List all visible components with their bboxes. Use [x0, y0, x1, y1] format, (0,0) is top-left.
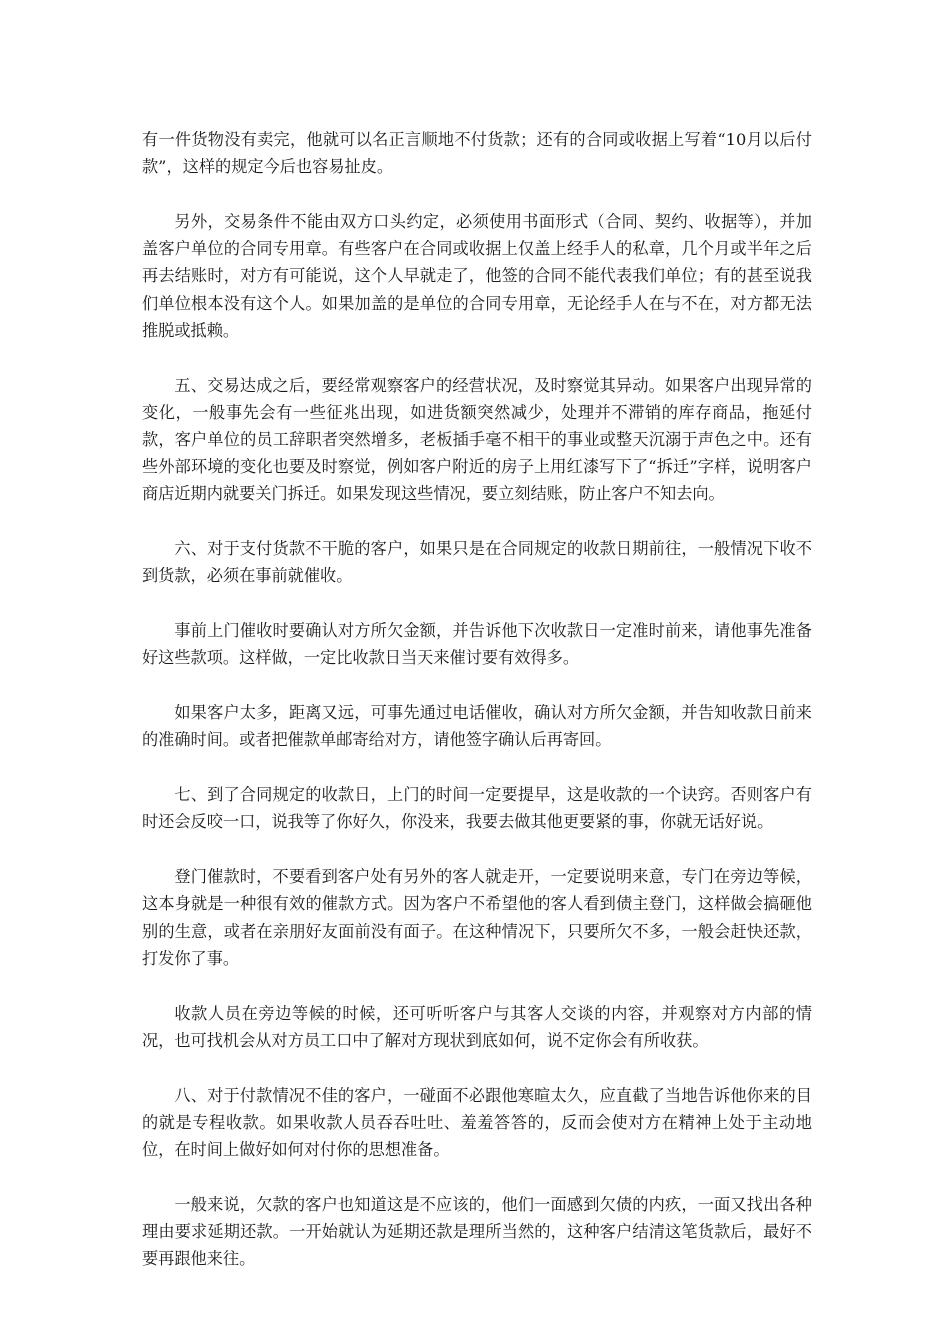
- paragraph-continuation: 有一件货物没有卖完，他就可以名正言顺地不付货款；还有的合同或收据上写着“10月以后付款”，这样的规定今后也容易扯皮。: [142, 130, 812, 177]
- paragraph-waiting-visit: 登门催款时，不要看到客户处有另外的客人就走开，一定要说明来意，专门在旁边等候，这本身就是一种很有效的催款方式。因为客户不希望他的客人看到债主登门，这样做会搞砸他别的生意，或者在亲朋好友面前没有面子。在这种情况下，只要所欠不多，一般会赶快还款，打发你了事。: [142, 867, 812, 968]
- paragraph-advance-collection: 事前上门催收时要确认对方所欠金额，并告诉他下次收款日一定准时前来，请他事先准备好这些款项。这样做，一定比收款日当天来催讨要有效得多。: [142, 621, 812, 668]
- paragraph-section-six: 六、对于支付货款不干脆的客户，如果只是在合同规定的收款日期前往，一般情况下收不到货款，必须在事前就催收。: [142, 539, 812, 586]
- paragraph-written-contract: 另外，交易条件不能由双方口头约定，必须使用书面形式（合同、契约、收据等），并加盖客户单位的合同专用章。有些客户在合同或收据上仅盖上经手人的私章，几个月或半年之后再去结账时，对方有可能说，这个人早就走了，他签的合同不能代表我们单位；有的甚至说我们单位根本没有这个人。如果加盖的是单位的合同专用章，无论经手人在与不在，对方都无法推脱或抵赖。: [142, 212, 812, 340]
- paragraph-phone-collection: 如果客户太多，距离又远，可事先通过电话催收，确认对方所欠金额，并告知收款日前来的准确时间。或者把催款单邮寄给对方，请他签字确认后再寄回。: [142, 703, 812, 750]
- paragraph-section-seven: 七、到了合同规定的收款日，上门的时间一定要提早，这是收款的一个诀窍。否则客户有时还会反咬一口，说我等了你好久，你没来，我要去做其他更要紧的事，你就无话好说。: [142, 785, 812, 832]
- paragraph-section-five: 五、交易达成之后，要经常观察客户的经营状况，及时察觉其异动。如果客户出现异常的变化，一般事先会有一些征兆出现，如进货额突然减少，处理并不滞销的库存商品，拖延付款，客户单位的员工辞职者突然增多，老板插手毫不相干的事业或整天沉溺于声色之中。还有些外部环境的变化也要及时察觉，例如客户附近的房子上用红漆写下了“拆迁”字样，说明客户商店近期内就要关门拆迁。如果发现这些情况，要立刻结账，防止客户不知去向。: [142, 375, 812, 504]
- document-page: [142, 126, 812, 1300]
- paragraph-conclusion: 一般来说，欠款的客户也知道这是不应该的，他们一面感到欠债的内疚，一面又找出各种理由要求延期还款。一开始就认为延期还款是理所当然的，这种客户结清这笔货款后，最好不要再跟他来往。: [142, 1194, 812, 1269]
- paragraph-section-eight: 八、对于付款情况不佳的客户，一碰面不必跟他寒暄太久，应直截了当地告诉他你来的目的就是专程收款。如果收款人员吞吞吐吐、羞羞答答的，反而会使对方在精神上处于主动地位，在时间上做好如何对付你的思想准备。: [142, 1085, 812, 1160]
- paragraph-observe-client: 收款人员在旁边等候的时候，还可听听客户与其客人交谈的内容，并观察对方内部的情况，也可找机会从对方员工口中了解对方现状到底如何，说不定你会有所收获。: [142, 1003, 812, 1050]
